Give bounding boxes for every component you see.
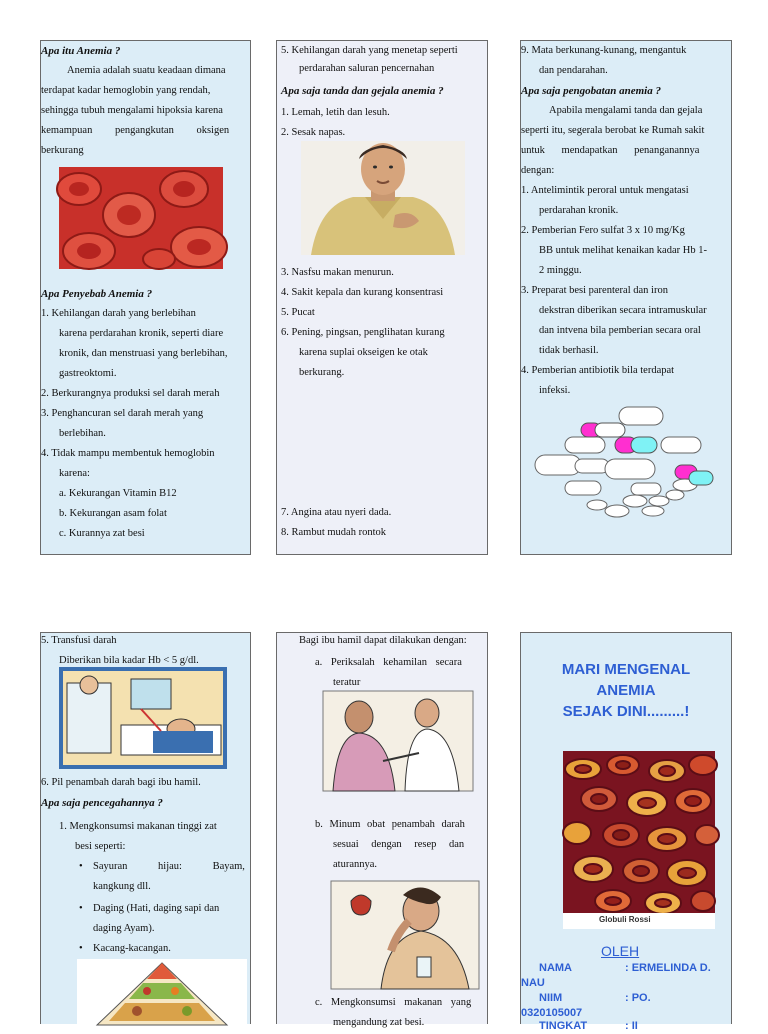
pregnant-a: a. Periksalah kehamilan secara [315, 657, 462, 668]
bullet-line: daging Ayam). [93, 923, 155, 934]
symptom-line: 8. Rambut mudah rontok [281, 527, 386, 538]
intro-line: Anemia adalah suatu keadaan dimana [67, 65, 226, 76]
cause-line: 2. Berkurangnya produksi sel darah merah [41, 388, 220, 399]
pills-image [535, 401, 729, 519]
pregnant-c: mengandung zat besi. [333, 1017, 425, 1028]
nim-value-cont: 0320105007 [521, 1007, 583, 1019]
sub-cause: c. Kurannya zat besi [59, 528, 145, 539]
treatment-line: 5. Transfusi darah [41, 635, 117, 646]
pil-line: 6. Pil penambah darah bagi ibu hamil. [41, 777, 201, 788]
symptom-line: karena suplai okseigen ke otak [299, 347, 428, 358]
cause-line: berlebihan. [59, 428, 106, 439]
intro-line: sehingga tubuh mengalami hipoksia karena [41, 105, 223, 116]
treatment-item: 3. Preparat besi parenteral dan iron [521, 285, 668, 296]
bullet-line: Daging (Hati, daging sapi dan [93, 903, 220, 914]
cause-line: gastreoktomi. [59, 368, 117, 379]
bullet-line: Sayuran hijau: Bayam, [93, 861, 245, 872]
panel-pencegahan [40, 632, 251, 1024]
intro-line: berkurang [41, 145, 84, 156]
symptom-line: 6. Pening, pingsan, penglihatan kurang [281, 327, 445, 338]
cause-line: 4. Tidak mampu membentuk hemoglobin [41, 448, 215, 459]
heading-pencegahan: Apa saja pencegahannya ? [41, 797, 163, 809]
prenatal-checkup-image [323, 691, 473, 791]
nama-value: : ERMELINDA D. [625, 962, 711, 974]
treatment-line: dan pendarahan. [539, 65, 608, 76]
nim-label: NIIM [539, 992, 563, 1004]
pregnant-intro: Bagi ibu hamil dapat dilakukan dengan: [299, 635, 467, 646]
red-blood-cells-image [59, 167, 223, 269]
treatment-intro: dengan: [521, 165, 555, 176]
cause-line: 3. Penghancuran sel darah merah yang [41, 408, 204, 419]
treatment-intro: untuk mendapatkan penanganannya [521, 145, 700, 156]
oleh-label: OLEH [601, 943, 640, 959]
prevention-line: besi seperti: [75, 841, 126, 852]
treatment-item: 2. Pemberian Fero sulfat 3 x 10 mg/Kg [521, 225, 685, 236]
sub-cause: a. Kekurangan Vitamin B12 [59, 488, 177, 499]
cover-title-line: ANEMIA [596, 682, 656, 699]
image-caption: Globuli Rossi [599, 915, 651, 924]
tingkat-label: TINGKAT [539, 1020, 588, 1032]
bullet-icon: • [79, 903, 83, 914]
panel-tanda-gejala [276, 40, 488, 555]
food-pyramid-image [77, 959, 247, 1025]
symptom-line: 1. Lemah, letih dan lesuh. [281, 107, 390, 118]
prevention-line: 1. Mengkonsumsi makanan tinggi zat [59, 821, 217, 832]
treatment-line: 9. Mata berkunang-kunang, mengantuk [521, 45, 687, 56]
intro-line: kemampuan pengangkutan oksigen [41, 125, 230, 136]
symptom-line: berkurang. [299, 367, 345, 378]
symptom-line: 4. Sakit kepala dan kurang konsentrasi [281, 287, 444, 298]
heading-apa-itu-anemia: Apa itu Anemia ? [41, 45, 121, 57]
symptom-line: 3. Nasfsu makan menurun. [281, 267, 394, 278]
bullet-icon: • [79, 861, 83, 872]
treatment-item: 4. Pemberian antibiotik bila terdapat [521, 365, 675, 376]
nama-value-cont: NAU [521, 977, 545, 989]
nim-value: : PO. [625, 992, 651, 1004]
globuli-rossi-image [563, 751, 715, 929]
sub-cause: b. Kekurangan asam folat [59, 508, 167, 519]
bullet-line: Kacang-kacangan. [93, 943, 171, 954]
treatment-intro: seperti itu, segerala berobat ke Rumah sakit [521, 125, 705, 136]
treatment-item: 1. Antelimintik peroral untuk mengatasi [521, 185, 689, 196]
treatment-item: tidak berhasil. [539, 345, 599, 356]
intro-line: terdapat kadar hemoglobin yang rendah, [41, 85, 211, 96]
panel-apa-itu-anemia [40, 40, 251, 555]
treatment-item: BB untuk melihat kenaikan kadar Hb 1- [539, 245, 707, 256]
cause-line: 1. Kehilangan darah yang berlebihan [41, 308, 196, 319]
treatment-item: dan intvena bila pemberian secara oral [539, 325, 701, 336]
symptom-line: 7. Angina atau nyeri dada. [281, 507, 392, 518]
man-breathless-image [301, 141, 465, 255]
treatment-intro: Apabila mengalami tanda dan gejala [549, 105, 703, 116]
pregnant-b: aturannya. [333, 859, 378, 870]
treatment-item: perdarahan kronik. [539, 205, 619, 216]
pregnant-a: teratur [333, 677, 361, 688]
treatment-item: infeksi. [539, 385, 571, 396]
heading-tanda-gejala: Apa saja tanda dan gejala anemia ? [281, 85, 444, 97]
cover-title-line: MARI MENGENAL [561, 661, 691, 678]
treatment-item: 2 minggu. [539, 265, 582, 276]
heading-pengobatan: Apa saja pengobatan anemia ? [521, 85, 661, 97]
symptom-line: perdarahan saluran pencernahan [299, 63, 435, 74]
panel-pengobatan [520, 40, 732, 555]
symptom-line: 2. Sesak napas. [281, 127, 346, 138]
cause-line: kronik, dan menstruasi yang berlebihan, [59, 348, 228, 359]
nama-label: NAMA [539, 962, 572, 974]
cover-title-line: SEJAK DINI.........! [562, 703, 690, 720]
cause-line: karena: [59, 468, 90, 479]
cause-line: karena perdarahan kronik, seperti diare [59, 328, 224, 339]
taking-medicine-image [331, 881, 479, 989]
panel-ibu-hamil [276, 632, 488, 1028]
transfusion-image [61, 669, 225, 767]
tingkat-value: : II [625, 1020, 638, 1032]
symptom-line: 5. Pucat [281, 307, 315, 318]
pregnant-c: c. Mengkonsumsi makanan yang [315, 997, 472, 1008]
heading-penyebab-anemia: Apa Penyebab Anemia ? [41, 288, 153, 300]
bullet-icon: • [79, 943, 83, 954]
bullet-line: kangkung dll. [93, 881, 151, 892]
pregnant-b: sesuai dengan resep dan [333, 839, 465, 850]
pregnant-b: b. Minum obat penambah darah [315, 819, 465, 830]
symptom-line: 5. Kehilangan darah yang menetap seperti [281, 45, 458, 56]
treatment-item: dekstran diberikan secara intramuskular [539, 305, 707, 316]
panel-cover [520, 632, 732, 1032]
treatment-line: Diberikan bila kadar Hb < 5 g/dl. [59, 655, 199, 666]
